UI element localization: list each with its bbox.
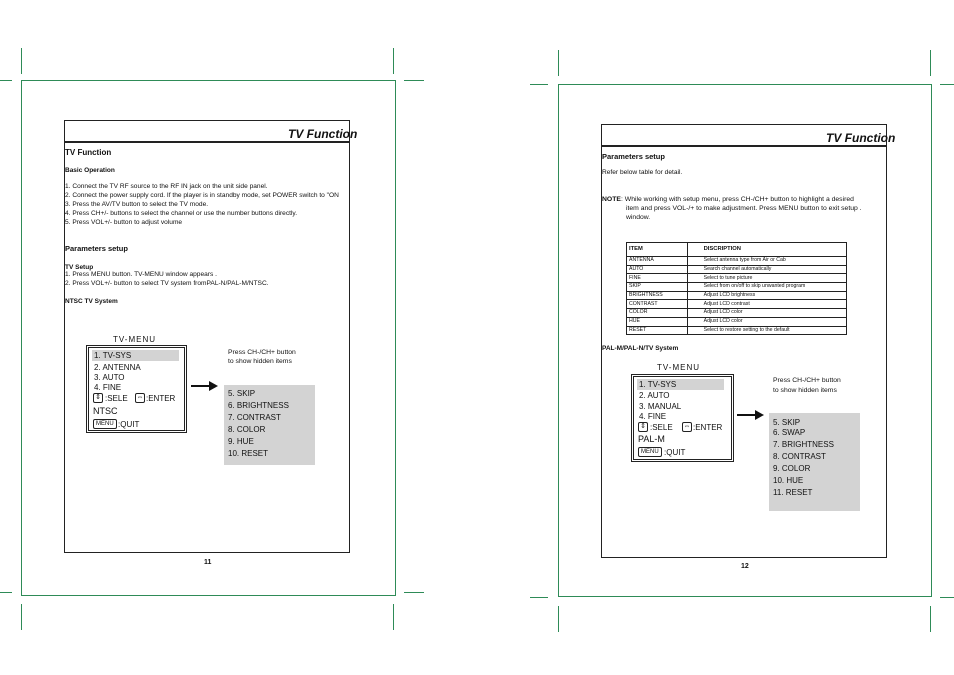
arrow-shaft: [191, 385, 211, 387]
left-right-key-icon: ⇔: [683, 423, 691, 430]
hidden-item: 8. COLOR: [228, 425, 266, 434]
hidden-item: 11. RESET: [773, 488, 813, 497]
right-page-number: 12: [741, 563, 749, 570]
hidden-items-note: to show hidden items: [773, 387, 837, 394]
quit-label: :QUIT: [118, 420, 140, 429]
table-cell-item: COLOR: [627, 309, 688, 318]
menu-item-tv-sys: 1. TV-SYS: [94, 351, 132, 360]
menu-item-fine: 4. FINE: [639, 412, 667, 421]
tv-setup-step: 2. Press VOL+/- button to select TV system fromPAL-N/PAL-M/NTSC.: [65, 280, 269, 287]
table-cell-description: Adjust LCD color: [687, 317, 846, 326]
hidden-item: 9. HUE: [228, 437, 254, 446]
table-header-row: [627, 243, 847, 257]
crop-mark: [0, 80, 12, 81]
hidden-item: 5. SKIP: [773, 418, 801, 427]
left-page-header: TV Function: [288, 127, 358, 141]
note-line: window.: [626, 214, 651, 221]
hidden-items-panel: [769, 413, 860, 511]
step-line: 5. Press VOL+/- button to adjust volume: [65, 219, 183, 226]
hidden-item: 7. BRIGHTNESS: [773, 440, 834, 449]
note-line: item and press VOL-/+ to make adjustment. Press MENU button to exit setup .: [626, 205, 862, 212]
step-line: 4. Press CH+/- buttons to select the channel or use the number buttons directly.: [65, 210, 298, 217]
hidden-item: 6. BRIGHTNESS: [228, 401, 289, 410]
step-line: 1. Connect the TV RF source to the RF IN jack on the unit side panel.: [65, 183, 268, 190]
tv-menu-window: [86, 345, 187, 433]
table-row: [627, 265, 847, 274]
step-line: 2. Connect the power supply cord. If the player is in standby mode, set POWER switch to "ON: [65, 192, 339, 199]
ntsc-system-title: NTSC TV System: [65, 298, 118, 305]
hidden-items-note: Press CH-/CH+ button: [228, 349, 296, 356]
hidden-items-note: to show hidden items: [228, 358, 292, 365]
step-line: 3. Press the AV/TV button to select the TV mode.: [65, 201, 209, 208]
tv-setup-step: 1. Press MENU button. TV-MENU window appears .: [65, 271, 217, 278]
hidden-item: 10. HUE: [773, 476, 804, 485]
crop-mark: [393, 48, 394, 74]
arrow-right-icon: [755, 410, 764, 420]
table-cell-item: RESET: [627, 326, 688, 335]
sele-label: :SELE: [650, 423, 673, 432]
pal-system-title: PAL-M/PAL-N/TV System: [602, 345, 679, 352]
hidden-item: 5. SKIP: [228, 389, 256, 398]
left-header-rule: [64, 141, 350, 143]
table-cell-description: Adjust LCD contrast: [687, 300, 846, 309]
table-row: [627, 300, 847, 309]
crop-mark: [558, 606, 559, 632]
table-cell-item: CONTRAST: [627, 300, 688, 309]
table-cell-description: Select from on/off to skip unwanted program: [687, 283, 846, 292]
tv-menu-window: [631, 374, 734, 462]
table-row: [627, 274, 847, 283]
hidden-item: 7. CONTRAST: [228, 413, 281, 422]
menu-key-icon: MENU: [93, 419, 117, 429]
arrow-shaft: [737, 414, 757, 416]
table-cell-description: Select to restore setting to the default: [687, 326, 846, 335]
hidden-item: 9. COLOR: [773, 464, 811, 473]
enter-label: :ENTER: [693, 423, 723, 432]
left-section-title: TV Function: [65, 148, 112, 157]
menu-item-antenna: 2. ANTENNA: [94, 363, 141, 372]
crop-mark: [404, 80, 424, 81]
note-label: NOTE: [602, 196, 621, 203]
table-cell-description: Select to tune picture: [687, 274, 846, 283]
table-intro: Refer below table for detail.: [602, 169, 683, 176]
tv-setup-title: TV Setup: [65, 264, 94, 271]
up-down-key-icon: ⇕: [93, 393, 103, 403]
crop-mark: [21, 48, 22, 74]
tv-menu-title: TV-MENU: [657, 363, 700, 372]
right-page-header: TV Function: [826, 131, 896, 145]
table-row: [627, 326, 847, 335]
crop-mark: [558, 50, 559, 76]
crop-mark: [0, 592, 12, 593]
table-cell-item: FINE: [627, 274, 688, 283]
crop-mark: [940, 597, 954, 598]
tv-menu-title: TV-MENU: [113, 335, 156, 344]
menu-item-tv-sys: 1. TV-SYS: [639, 380, 677, 389]
menu-item-manual: 3. MANUAL: [639, 402, 682, 411]
hidden-item: 6. SWAP: [773, 428, 806, 437]
table-cell-item: HUE: [627, 317, 688, 326]
menu-item-fine: 4. FINE: [94, 383, 122, 392]
note-line: : While working with setup menu, press CH-/CH+ button to highlight a desired: [621, 196, 854, 203]
crop-mark: [930, 50, 931, 76]
menu-item-auto: 2. AUTO: [639, 391, 670, 400]
right-parameters-title: Parameters setup: [602, 152, 665, 161]
crop-mark: [530, 84, 548, 85]
crop-mark: [404, 592, 424, 593]
crop-mark: [930, 606, 931, 632]
table-cell-description: Select antenna type from Air or Cab: [687, 257, 846, 266]
table-row: [627, 283, 847, 292]
hidden-items-note: Press CH-/CH+ button: [773, 377, 841, 384]
table-row: [627, 257, 847, 266]
left-right-key-icon: ⇔: [136, 394, 144, 401]
menu-key-icon: MENU: [638, 447, 662, 457]
table-cell-item: ANTENNA: [627, 257, 688, 266]
table-cell-item: BRIGHTNESS: [627, 291, 688, 300]
crop-mark: [940, 84, 954, 85]
crop-mark: [530, 597, 548, 598]
crop-mark: [21, 604, 22, 630]
menu-item-auto: 3. AUTO: [94, 373, 125, 382]
table-cell-description: Adjust LCD color: [687, 309, 846, 318]
parameters-table: [626, 242, 847, 335]
table-row: [627, 309, 847, 318]
enter-label: :ENTER: [146, 394, 176, 403]
table-header-item: ITEM: [627, 243, 688, 257]
right-header-rule: [601, 145, 887, 147]
up-down-key-icon: ⇕: [638, 422, 648, 432]
basic-operation-title: Basic Operation: [65, 167, 115, 174]
table-cell-description: Search channel automatically: [687, 265, 846, 274]
quit-label: :QUIT: [664, 448, 686, 457]
table-cell-item: AUTO: [627, 265, 688, 274]
table-cell-description: Adjust LCD brightness: [687, 291, 846, 300]
parameters-setup-title: Parameters setup: [65, 244, 128, 253]
table-cell-item: SKIP: [627, 283, 688, 292]
crop-mark: [393, 604, 394, 630]
tv-system-value: PAL-M: [638, 434, 665, 444]
table-row: [627, 291, 847, 300]
table-row: [627, 317, 847, 326]
arrow-right-icon: [209, 381, 218, 391]
sele-label: :SELE: [105, 394, 128, 403]
tv-system-value: NTSC: [93, 406, 118, 416]
left-page-number: 11: [204, 559, 212, 566]
hidden-item: 10. RESET: [228, 449, 269, 458]
hidden-item: 8. CONTRAST: [773, 452, 826, 461]
table-header-description: DISCRIPTION: [687, 243, 846, 257]
hidden-items-panel: [224, 385, 315, 465]
